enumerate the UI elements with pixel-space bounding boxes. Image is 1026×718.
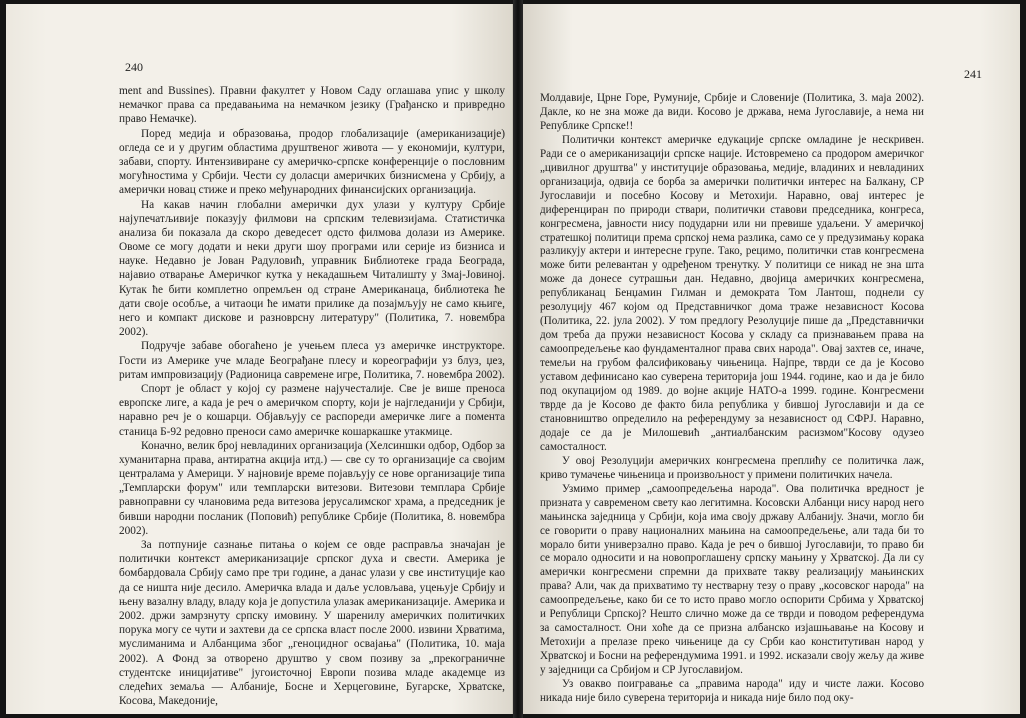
paragraph: ment and Bussines). Правни факултет у Новом Саду оглашава упис у школу немачког права са предавањима на немачком језику (Грађанско и привредно право Немачке). [119,85,505,126]
page-number-left: 240 [125,60,143,74]
page-number-right: 241 [964,67,982,81]
paragraph: Уз овакво поигравање са „правима народа" иду и чисте лажи. Косово никада није било суверена територија и никада није било под оку- [540,678,924,704]
paragraph: Политички контекст америчке едукације српске омладине је нескривен. Ради се о американизацији српске нације. Истовремено са продором америчког „цивилног друштва" у институције образовања, медије, владиних и невладиних организација, одвија се борба за амерички политички интерес на Балкану, СР Југославији и посебно Косову и Метохији. Наравно, овај интерес је диференциран по природи ствари, политички ставови председника, конгреса, конгресмена, јавности нису подударни или ни превише удаљени. У америчкој стратешкој политици према српској нема разлика, само се у предузимању корака разликују актери и интересне групе. Тако, рецимо, политички став конгресмена може бити релевантан у одређеном тренутку. У политици се никад не зна шта може да донесе сутрашњи дан. Недавно, двојица америчких конгресмена, републиканац Бенџамин Гилман и демократа Том Лантош, поднели су резолуцију 467 којом од Представничког дома траже независност Косова (Политика, 22. јула 2002). У том предлогу Резолуције пише да „Представнички дом треба да пружи независност Косова у складу са признавањем права на самоопредељење као фундаменталног права свих народа". Овај захтев се, иначе, темељи на грубом фалсификовању чињеница. Најпре, тврди се да је Косово уставом дефинисано као суверена територија још 1944. године, као и да је било под окупацијом од 1989. до војне акције НАТО-а 1999. године. Конгресмени тврде да је Косово де факто била република у бившој Југославији и да се становништво определило на референдуму за независност од СФРЈ. Наравно, додаје се да је Милошевић „антиалбанским расизмом"Косову одузео самосталност. [540,133,924,453]
paragraph: Подручје забаве обогаћено је учењем плеса уз америчке инструкторе. Гости из Америке уче младе Београђане плесу и кореографији уз блуз, џез, ритам импровизацију (Радионица савремене игре, Политика, 7. новембра 2002). [119,340,505,381]
paragraph: На какав начин глобални амерички дух улази у културу Србије најупечатљивије показују филмови на српским телевизијама. Статистичка анализа би показала да скоро деведесет одсто филмова долази из Америке. Овоме се могу додати и неки други шоу програми или серије из бизниса и науке. Недавно је Јован Радуловић, управник Библиотеке града Београда, најавио отварање Америчког кутка у некадашњем Читалишту у Змај-Јовиној. Кутак ће бити комплетно опремљен од стране Американаца, библиотека ће дати своје особље, а читаоци ће имати прилике да позајмљују не само књиге, него и компакт дискове и разноврсну литературу" (Политика, 7. новембра 2002). [119,198,505,339]
paragraph: Молдавије, Црне Горе, Румуније, Србије и Словеније (Политика, 3. маја 2002). Дакле, ко не зна може да види. Косово је држава, нема Југославије, а нема ни Републике Српске!! [540,92,924,132]
right-page [523,4,1020,714]
paragraph: Узмимо пример „самоопредељења народа". Ова политичка вредност је призната у савременом свету као легитимна. Косовски Албанци нису народ него мањинска заједница у Србији, која има своју државу Албанију. Значи, могло би се говорити о праву националних мањина на самоопредељење, али тада би то морало бити универзално право. Када је реч о бившој Југославији, то право би се морало односити и на новопроглашену српску мањину у Хрватској. Да ли су амерички конгресмени спремни да прихвате такву реализацију мањинских права? Али, чак да прихватимо ту нестварну тезу о праву „косовског народа" на самоопредељење, како би се то исто право могло оспорити Србима у Хрватској и Републици Српској? Нешто слично може да се тврди и поводом референдума за самосталност. Они хоће да се призна албанско изјашњавање на Косову и Метохији а прелазе преко чињенице да су Срби као конститутиван народ у Хрватској и Босни на референдумима 1991. и 1992. исказали своју жељу да живе у заједници са Србијом и СР Југославијом. [540,482,924,677]
book-gutter [513,0,523,718]
paragraph: Коначно, велик број невладиних организација (Хелсиншки одбор, Одбор за хуманитарна права, антиратна акција итд.) — све су то организације са својим централама у Америци. У најновије време појављују се нове организације типа „Темпларски форум" или темпларски витезови. Витезови темплара Србије равноправни су члановима реда витезова јерусалимског храма, а председник је бивши народни посланик (Поповић) републике Србије (Политика, 8. новембра 2002). [119,439,505,537]
paragraph: Поред медија и образовања, продор глобализације (американизације) огледа се и у другим областима друштвеног живота — у економији, култури, забави, спорту. Интензивиране су америчко-српске конференције о пословним могућностима у Србији. Чести су доласци америчких бизнисмена у Србију, а амерички новац стиже и преко међународних финансијских организација. [119,127,505,197]
left-page-text [119,84,505,708]
left-page [6,4,513,714]
right-page-text [540,92,924,706]
paragraph: За потпуније сазнање питања о којем се овде расправља значајан је политички контекст американизације српског духа и свести. Америка је бомбардовала Србију само пре три године, а данас улази у све институције као да се ништа није десило. Америчка влада и даље условљава, уцењује Србију и њену вазалну владу, владу која је допустила улазак американизације. Америка и 2002. држи замрзнуту српску имовину. У шаренилу америчких политичких порука могу се чути и захтеви да се српска влаcт после 2000. извини Хрватима, муслиманима и Албанцима због „геноцидног освајања" (Политика, 10. маја 2002). А Фонд за отворено друштво у свом позиву за „прекограничне студентске иницијативе" југоисточној Европи позива младе академце из следећих земаља — Албаније, Босне и Херцеговине, Бугарске, Хрватске, Косова, Македоније, [119,539,505,708]
paragraph: Спорт је област у којој су размене најучесталије. Све је више преноса европске лиге, а када је реч о америчком спорту, који је најгледанији у Србији, наравно реч је о кошарци. Објављују се распореди америчке лиге а помента станица Б-92 редовно преноси само америчке кошаркашке утакмице. [119,382,505,438]
paragraph: У овој Резолуцији америчких конгресмена преплићу се политичка лаж, криво тумачење чињеница и произвољност у примени политичких начела. [540,454,924,481]
